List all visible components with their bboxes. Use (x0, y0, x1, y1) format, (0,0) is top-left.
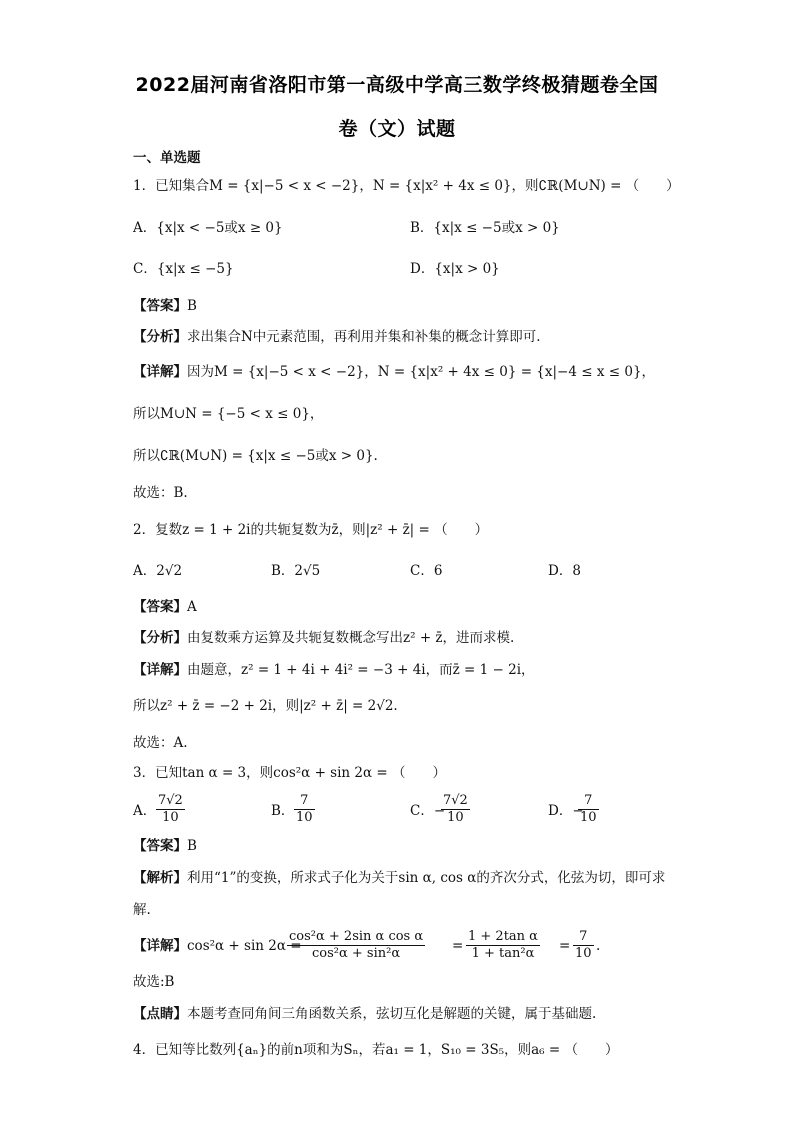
option-b: B．2√5 (271, 563, 321, 579)
equals-sign: = (559, 938, 571, 954)
option-d-prefix: D．− (548, 803, 584, 819)
detail-fraction-2 (466, 929, 540, 962)
answer-label: 【答案】 (133, 838, 187, 854)
fraction-numerator: 7√2 (443, 793, 468, 808)
fraction-numerator: cos²α + 2sin α cos α (289, 929, 424, 944)
fraction-numerator: 7 (294, 793, 315, 810)
point-row (133, 1004, 596, 1024)
fraction-denominator: 10 (447, 810, 464, 825)
answer-value: A (187, 599, 197, 615)
question-stem: 2．复数z = 1 + 2i的共轭复数为z̄，则|z² + z̄| = （ ） (133, 522, 489, 538)
point-text: 本题考查同角间三角函数关系，弦切互化是解题的关键，属于基础题. (187, 1006, 597, 1022)
analysis-row (133, 628, 514, 648)
detail-label: 【详解】 (133, 364, 187, 380)
question-stem: 1．已知集合M = {x|−5 < x < −2}，N = {x|x² + 4x ≤ 0}，则∁ℝ(M∪N) = （ ） (133, 178, 680, 194)
jiexi-text: 利用“1”的变换，所求式子化为关于sin α, cos α的齐次分式，化弦为切，即可求 (187, 870, 666, 886)
option-b-fraction (294, 793, 315, 826)
option-c-prefix: C．− (410, 803, 446, 819)
analysis-text: 由复数乘方运算及共轭复数概念写出z² + z̄，进而求模. (187, 630, 515, 646)
fraction-denominator: cos²α + sin²α (312, 946, 401, 961)
document-title-line1: 2022届河南省洛阳市第一高级中学高三数学终极猜题卷全国 (135, 74, 659, 96)
jiexi-line: 解. (133, 902, 151, 918)
fraction-denominator: 10 (580, 810, 597, 825)
option-c: C．{x|x ≤ −5} (133, 261, 234, 277)
fraction-numerator: 7 (573, 929, 594, 946)
option-d: D．8 (548, 563, 581, 579)
detail-row (133, 362, 655, 382)
detail-line: 所以z² + z̄ = −2 + 2i，则|z² + z̄| = 2√2. (133, 698, 398, 714)
detail-lhs: cos²α + sin 2α = (187, 938, 302, 954)
fraction-denominator: 10 (296, 810, 313, 825)
analysis-row (133, 327, 541, 347)
detail-fraction-3 (573, 929, 594, 962)
option-a-fraction (156, 793, 185, 826)
detail-row (133, 936, 302, 956)
choice-conclusion: 故选:B (133, 974, 175, 990)
section-heading: 一、单选题 (133, 150, 201, 166)
detail-line: 所以∁ℝ(M∪N) = {x|x ≤ −5或x > 0}. (133, 448, 378, 464)
option-d-fraction (578, 793, 599, 826)
option-a-prefix: A． (133, 803, 157, 819)
detail-label: 【详解】 (133, 662, 187, 678)
answer-value: B (187, 298, 197, 314)
answer-label: 【答案】 (133, 298, 187, 314)
option-c-fraction (441, 793, 470, 826)
answer-row (133, 836, 197, 856)
option-b-prefix: B． (271, 803, 295, 819)
choice-conclusion: 故选：B. (133, 485, 188, 501)
detail-row (133, 660, 535, 680)
detail-text: 由题意，z² = 1 + 4i + 4i² = −3 + 4i，而z̄ = 1 − 2i， (187, 662, 535, 678)
answer-label: 【答案】 (133, 599, 187, 615)
option-d: D．{x|x > 0} (410, 261, 500, 277)
detail-label: 【详解】 (133, 938, 187, 954)
option-b: B．{x|x ≤ −5或x > 0} (410, 220, 560, 236)
detail-text: 因为M = {x|−5 < x < −2}，N = {x|x² + 4x ≤ 0} = {x|−4 ≤ x ≤ 0}， (187, 364, 656, 380)
fraction-numerator: 7 (578, 793, 599, 810)
analysis-label: 【分析】 (133, 630, 187, 646)
jiexi-label: 【解析】 (133, 870, 187, 886)
document-title-line2: 卷（文）试题 (338, 118, 456, 140)
detail-fraction-1 (287, 929, 425, 962)
option-c: C．6 (410, 563, 443, 579)
fraction-denominator: 10 (575, 946, 592, 961)
option-a: A．{x|x < −5或x ≥ 0} (133, 220, 283, 236)
analysis-text: 求出集合N中元素范围，再利用并集和补集的概念计算即可. (187, 329, 541, 345)
period: . (596, 938, 601, 954)
question-stem: 3．已知tan α = 3，则cos²α + sin 2α = （ ） (133, 765, 447, 781)
jiexi-row (133, 868, 665, 888)
answer-row (133, 296, 197, 316)
choice-conclusion: 故选：A. (133, 735, 188, 751)
equals-sign: = (452, 938, 464, 954)
option-a: A．2√2 (133, 563, 183, 579)
question-stem: 4．已知等比数列{aₙ}的前n项和为Sₙ，若a₁ = 1，S₁₀ = 3S₅，则a₆ = （ ） (133, 1042, 619, 1058)
point-label: 【点睛】 (133, 1006, 187, 1022)
analysis-label: 【分析】 (133, 329, 187, 345)
answer-value: B (187, 838, 197, 854)
fraction-denominator: 10 (162, 810, 179, 825)
fraction-denominator: 1 + tan²α (471, 946, 535, 961)
answer-row (133, 597, 197, 617)
fraction-numerator: 7√2 (158, 793, 183, 808)
fraction-numerator: 1 + 2tan α (468, 929, 538, 944)
detail-line: 所以M∪N = {−5 < x ≤ 0}， (133, 406, 324, 422)
